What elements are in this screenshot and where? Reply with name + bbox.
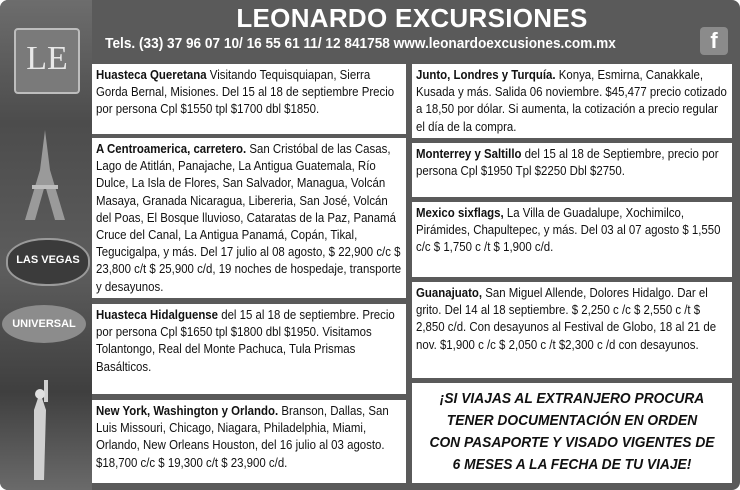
tour-body: San Cristóbal de las Casas, Lago de Atitlán, Panajache, La Antigua Guatemala, Río Dulce, La Isla de Flores, San Salvador, Managua, Volcán Masaya, Granada Nicaragua, Libereria, San José, Volcán del Poas, El Bosque lluvioso, Cataratas de la Paz, Panamá Cruce del Canal, La Antigua Panamá, Copán, Tikal, Tegucigalpa, y más. Del 17 julio al 08 agosto, $ 22,900 c/c $ 23,800 c/t $ 25,900 c/d, 19 noches de hospedaje, transporte y desayunos. <box>96 141 402 294</box>
tour-title: Mexico sixflags, <box>416 205 504 220</box>
tour-title: A Centroamerica, carretero. <box>96 141 247 156</box>
tour-londres-turquia <box>412 64 732 138</box>
photo-sidebar <box>0 0 92 490</box>
tour-guanajuato <box>412 282 732 378</box>
tour-body: Branson, Dallas, San Luis Missouri, Chicago, Niagara, Philadelphia, Miami, Orlando, New Orleans Houston, del 16 julio al 03 agosto. $18,700 c/c $ 19,300 c/t $ 23,900 c/d. <box>96 403 389 470</box>
contact-line: Tels. (33) 37 96 07 10/ 16 55 61 11/ 12 841758 www.leonardoexcusiones.com.mx <box>105 36 616 52</box>
las-vegas-sign: LAS VEGAS <box>6 238 90 286</box>
notice-line: CON PASAPORTE Y VISADO VIGENTES DE <box>429 434 715 451</box>
tour-body: Konya, Esmirna, Canakkale, Kusada y más. Salida 06 noviembre. $45,477 precio cotizado a 18,50 por dólar. Si aumenta, la cotización a precio regular el día de la compra. <box>416 67 727 134</box>
eiffel-tower-icon <box>10 130 80 220</box>
tour-title: Monterrey y Saltillo <box>416 146 522 161</box>
header <box>92 4 732 54</box>
notice-line: ¡SI VIAJAS AL EXTRANJERO PROCURA <box>439 390 705 407</box>
tour-body: del 15 al 18 de Septiembre, precio por persona Cpl $1950 Tpl $2250 Dbl $2750. <box>416 146 719 179</box>
statue-of-liberty-icon <box>20 380 60 480</box>
tour-title: Huasteca Hidalguense <box>96 307 219 322</box>
tour-huasteca-hidalguense <box>92 304 406 394</box>
leonardo-logo: LE <box>14 28 80 94</box>
notice-line: TENER DOCUMENTACIÓN EN ORDEN <box>446 412 698 429</box>
tour-mexico-sixflags <box>412 202 732 277</box>
universal-globe: UNIVERSAL <box>2 305 86 343</box>
tour-huasteca-queretana <box>92 64 406 134</box>
tour-title: New York, Washington y Orlando. <box>96 403 279 418</box>
brand-title: LEONARDO EXCURSIONES <box>236 3 588 33</box>
tour-title: Junto, Londres y Turquía. <box>416 67 556 82</box>
tour-monterrey-saltillo <box>412 143 732 197</box>
notice-line: 6 MESES A LA FECHA DE TU VIAJE! <box>452 456 692 473</box>
tour-body: San Miguel Allende, Dolores Hidalgo. Dar el grito. Del 14 al 18 septiembre. $ 2,250 c /c $ 2,550 c /t $ 2,850 c/d. Con desayunos al Festival de Globo, 18 al 21 de nov. $1,900 c /c $ 2,050 c /t $2,300 c /d con desayunos. <box>416 285 717 352</box>
tour-title: Huasteca Queretana <box>96 67 207 82</box>
travel-documents-notice <box>412 383 732 483</box>
tour-title: Guanajuato, <box>416 285 483 300</box>
tour-body: del 15 al 18 de septiembre. Precio por persona Cpl $1650 tpl $1800 dbl $1950. Visitamos Tolantongo, Real del Monte Pachuca, Tula Prismas Basálticos. <box>96 307 395 374</box>
tour-body: Visitando Tequisquiapan, Sierra Gorda Bernal, Misiones. Del 15 al 18 de septiembre Precio por persona Cpl $1550 tpl $1700 dbl $1850. <box>96 67 395 117</box>
facebook-icon[interactable]: f <box>700 27 728 55</box>
tour-new-york <box>92 400 406 483</box>
tour-body: La Villa de Guadalupe, Xochimilco, Pirámides, Chapultepec, y más. Del 03 al 07 agosto $ 1,550 c/c $ 1,750 c /t $ 1,900 c/d. <box>416 205 721 255</box>
tour-centroamerica <box>92 138 406 298</box>
